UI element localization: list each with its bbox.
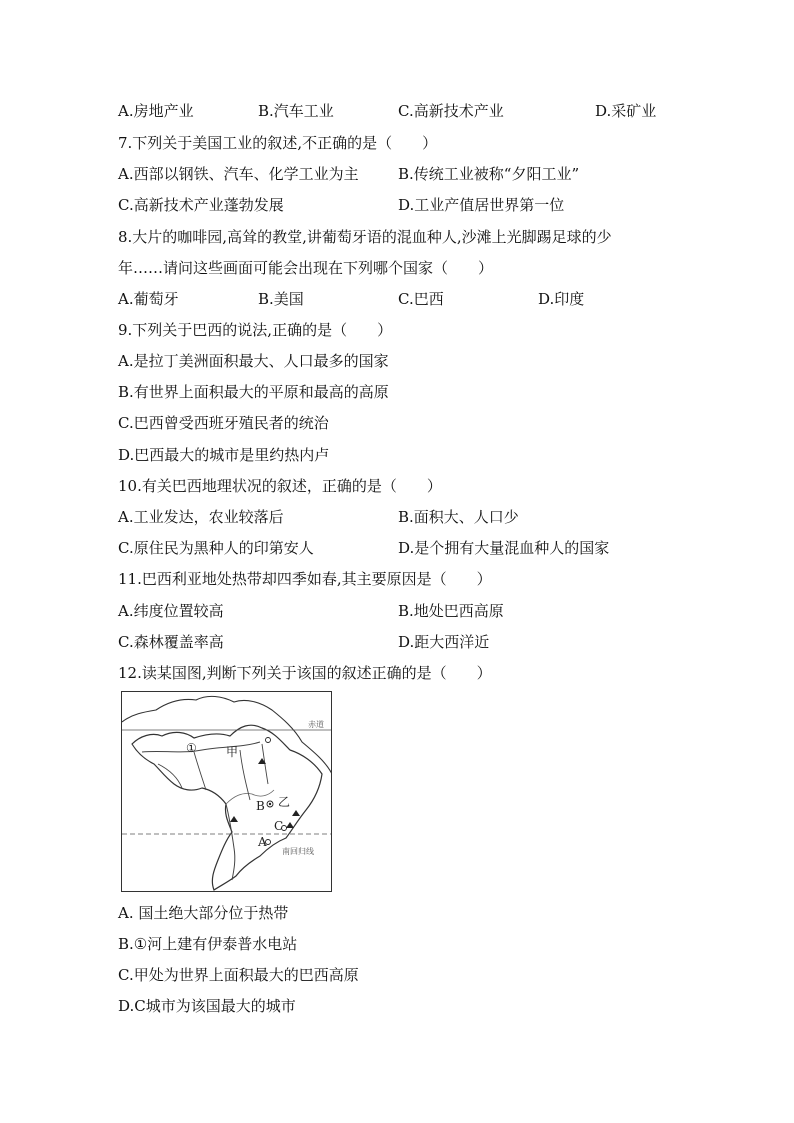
q11-option-d: D.距大西洋近 [398,633,490,651]
mountain-icon [286,822,294,828]
q6-option-a: A.房地产业 [118,102,194,120]
q8-option-d: D.印度 [538,290,585,308]
marker-c: C [274,819,284,833]
equator-label: 赤道 [308,720,324,729]
q7-option-d: D.工业产值居世界第一位 [398,196,565,214]
q8-stem-line2: 年……请问这些画面可能会出现在下列哪个国家（ ） [118,259,494,277]
mountain-icon [230,816,238,822]
q9-option-c: C.巴西曾受西班牙殖民者的统治 [118,414,329,432]
q7-option-c: C.高新技术产业蓬勃发展 [118,196,284,214]
q12-stem: 12.读某国图,判断下列关于该国的叙述正确的是（ ） [118,664,492,682]
q10-option-c: C.原住民为黑种人的印第安人 [118,539,314,557]
q8-option-a: A.葡萄牙 [118,290,179,308]
brazil-map [121,691,332,892]
q7-option-a: A.西部以钢铁、汽车、化学工业为主 [118,165,359,183]
marker-jia: 甲 [226,745,239,759]
q9-stem: 9.下列关于巴西的说法,正确的是（ ） [118,321,393,339]
q8-option-b: B.美国 [258,290,304,308]
q7-option-b: B.传统工业被称“夕阳工业” [398,165,580,183]
tropic-label: 南回归线 [282,847,314,856]
q6-option-c: C.高新技术产业 [398,102,504,120]
mountain-icon [292,810,300,816]
q12-option-a: A. 国土绝大部分位于热带 [118,904,289,922]
q11-option-b: B.地处巴西高原 [398,602,504,620]
q11-stem: 11.巴西利亚地处热带却四季如春,其主要原因是（ ） [118,570,492,588]
q8-stem-line1: 8.大片的咖啡园,高耸的教堂,讲葡萄牙语的混血种人,沙滩上光脚踢足球的少 [118,228,612,246]
q7-stem: 7.下列关于美国工业的叙述,不正确的是（ ） [118,134,438,152]
capital-icon [269,803,271,805]
marker-b: B [256,799,265,813]
q12-option-b: B.①河上建有伊泰普水电站 [118,935,298,953]
q10-option-d: D.是个拥有大量混血种人的国家 [398,539,610,557]
q12-option-d: D.C城市为该国最大的城市 [118,997,296,1015]
q10-stem: 10.有关巴西地理状况的叙述，正确的是（ ） [118,477,442,495]
q8-option-c: C.巴西 [398,290,444,308]
q10-option-a: A.工业发达，农业较落后 [118,508,284,526]
q11-option-a: A.纬度位置较高 [118,602,224,620]
q9-option-a: A.是拉丁美洲面积最大、人口最多的国家 [118,352,389,370]
marker-1: ① [186,741,197,755]
q10-option-b: B.面积大、人口少 [398,508,519,526]
q11-option-c: C.森林覆盖率高 [118,633,224,651]
q9-option-b: B.有世界上面积最大的平原和最高的高原 [118,383,389,401]
q9-option-d: D.巴西最大的城市是里约热内卢 [118,446,330,464]
q6-option-d: D.采矿业 [595,102,657,120]
city-icon [266,738,271,743]
marker-a: A [258,835,267,849]
marker-yi: 乙 [278,795,291,809]
q12-option-c: C.甲处为世界上面积最大的巴西高原 [118,966,359,984]
brazil-map-drawing [122,692,332,892]
q6-option-b: B.汽车工业 [258,102,334,120]
